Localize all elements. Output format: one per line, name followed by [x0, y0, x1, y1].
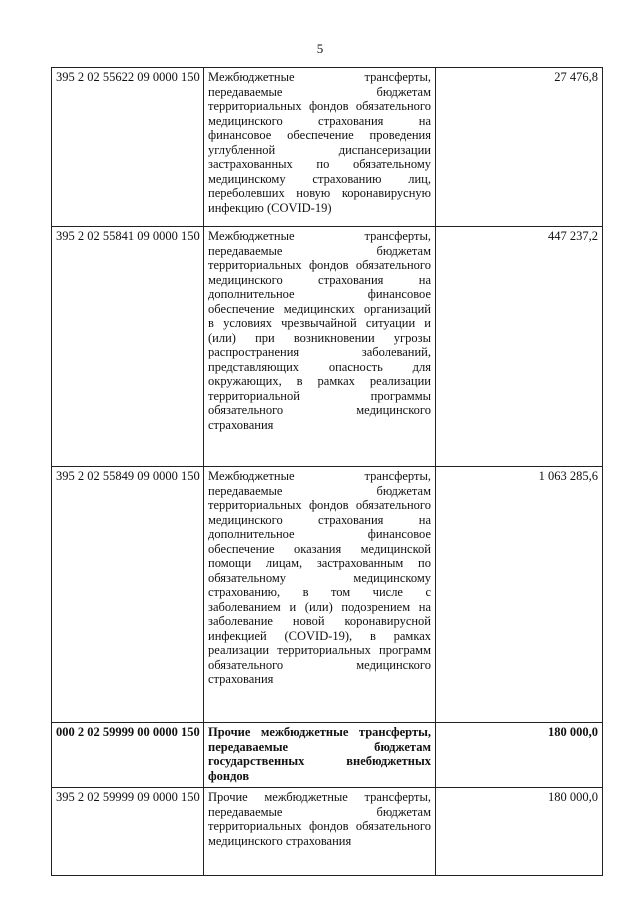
- description-line: Прочие межбюджетные трансферты,: [208, 725, 431, 739]
- table-row: [52, 227, 603, 467]
- description-line: передаваемые бюджетам: [208, 804, 431, 819]
- description-line: дополнительное финансовое: [208, 527, 431, 541]
- amount-cell: 447 237,2: [436, 227, 603, 467]
- description-line: дополнительное финансовое: [208, 287, 431, 301]
- amount-cell: 27 476,8: [436, 68, 603, 227]
- description-line: финансовое обеспечение проведения: [208, 128, 431, 142]
- description-line: инфекцией (COVID-19), в рамках: [208, 628, 431, 643]
- description-line: углубленной диспансеризации: [208, 142, 431, 157]
- table-row: [52, 467, 603, 723]
- budget-table-body: [52, 68, 603, 876]
- description-line: передаваемые бюджетам: [208, 84, 431, 99]
- description-line: фондов: [208, 768, 250, 783]
- amount-cell: 1 063 285,6: [436, 467, 603, 723]
- budget-code-cell: 395 2 02 55841 09 0000 150: [52, 227, 204, 467]
- description-line: территориальных фондов обязательного: [208, 498, 431, 512]
- description-line: медицинского страхования на: [208, 512, 431, 527]
- table-row: [52, 788, 603, 876]
- budget-code-cell: 000 2 02 59999 00 0000 150: [52, 723, 204, 788]
- description-line: страхования: [208, 672, 274, 686]
- description-line: обеспечение медицинских организаций: [208, 301, 431, 316]
- description-line: территориальных фондов обязательного: [208, 819, 431, 833]
- budget-code-cell: 395 2 02 55622 09 0000 150: [52, 68, 204, 227]
- description-line: территориальных фондов обязательного: [208, 99, 431, 113]
- description-line: застрахованных по обязательному: [208, 157, 431, 171]
- description-line: обязательного медицинского: [208, 657, 431, 672]
- description-cell: [204, 788, 436, 876]
- description-line: реализации территориальных программ: [208, 643, 431, 657]
- description-line: страхованию, в том числе с: [208, 585, 431, 599]
- description-line: Межбюджетные трансферты,: [208, 70, 431, 84]
- description-line: инфекцию (COVID-19): [208, 200, 332, 215]
- description-cell: [204, 723, 436, 788]
- description-line: переболевших новую коронавирусную: [208, 186, 431, 200]
- description-line: медицинского страхования на: [208, 272, 431, 287]
- description-line: Прочие межбюджетные трансферты,: [208, 790, 431, 804]
- description-line: страхования: [208, 417, 274, 432]
- description-line: территориальных фондов обязательного: [208, 258, 431, 272]
- description-line: обязательного медицинского: [208, 403, 431, 417]
- description-cell: [204, 467, 436, 723]
- description-line: заболеванием и (или) подозрением на: [208, 599, 431, 614]
- amount-cell: 180 000,0: [436, 788, 603, 876]
- description-line: Межбюджетные трансферты,: [208, 229, 431, 243]
- description-line: обеспечение оказания медицинской: [208, 541, 431, 556]
- description-line: государственных внебюджетных: [208, 754, 431, 768]
- description-cell: [204, 227, 436, 467]
- description-line: обязательному медицинскому: [208, 570, 431, 585]
- description-line: передаваемые бюджетам: [208, 739, 431, 754]
- table-row: [52, 723, 603, 788]
- description-line: медицинского страхования на: [208, 113, 431, 128]
- amount-cell: 180 000,0: [436, 723, 603, 788]
- description-line: помощи лицам, застрахованным по: [208, 556, 431, 570]
- budget-code-cell: 395 2 02 59999 09 0000 150: [52, 788, 204, 876]
- description-cell: [204, 68, 436, 227]
- description-line: распространения заболеваний,: [208, 345, 431, 359]
- description-line: территориальной программы: [208, 388, 431, 403]
- description-line: окружающих, в рамках реализации: [208, 374, 431, 388]
- budget-code-cell: 395 2 02 55849 09 0000 150: [52, 467, 204, 723]
- description-line: передаваемые бюджетам: [208, 483, 431, 498]
- description-line: передаваемые бюджетам: [208, 243, 431, 258]
- description-line: Межбюджетные трансферты,: [208, 469, 431, 483]
- budget-table: [51, 67, 603, 876]
- description-line: в условиях чрезвычайной ситуации и: [208, 316, 431, 330]
- table-row: [52, 68, 603, 227]
- page-number: 5: [316, 41, 324, 56]
- description-line: представляющих опасность для: [208, 359, 431, 374]
- description-line: заболевание новой коронавирусной: [208, 614, 431, 628]
- description-line: медицинскому страхованию лиц,: [208, 171, 431, 186]
- description-line: медицинского страхования: [208, 833, 352, 848]
- description-line: (или) при возникновении угрозы: [208, 330, 431, 345]
